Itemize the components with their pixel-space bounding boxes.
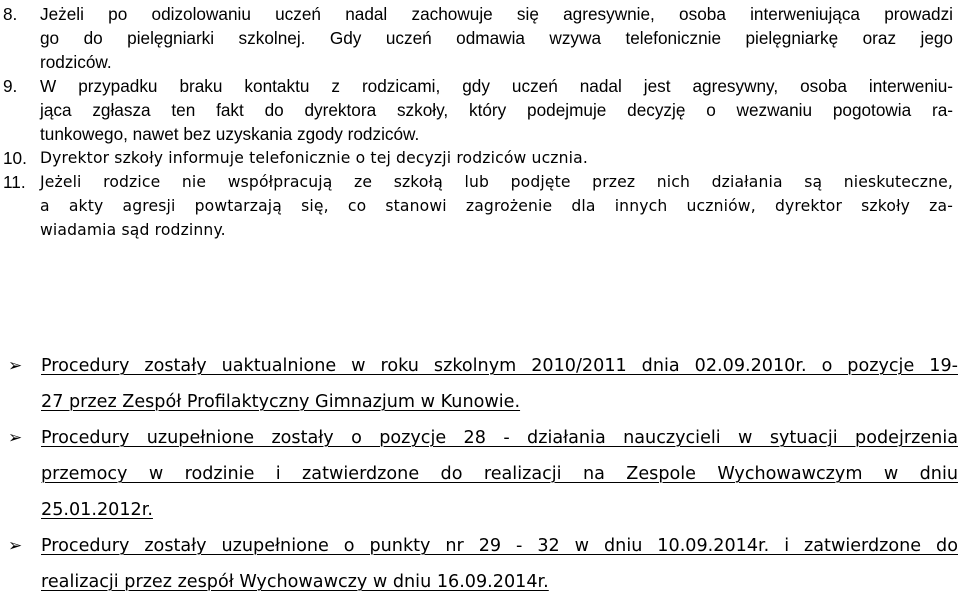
list-item-11: [3, 170, 953, 242]
item-text: [40, 2, 953, 74]
text-line: go do pielęgniarki szkolnej. Gdy uczeń odmawia wzywa telefonicznie pielęgniarkę oraz jego: [40, 28, 953, 48]
text-line: wiadamia sąd rodzinny.: [40, 221, 226, 239]
numbered-list: [3, 2, 953, 242]
text-line: Procedury uzupełnione zostały o pozycje 28 - działania nauczycieli w sytuacji podejrzenia: [41, 428, 958, 448]
bullet-text: [41, 529, 958, 601]
list-item-9: [3, 74, 953, 146]
bullet-item-2: [8, 421, 958, 529]
list-item-8: [3, 2, 953, 74]
text-line: a akty agresji powtarzają się, co stanowi zagrożenie dla innych uczniów, dyrektor szkoły za-: [40, 197, 953, 215]
bullet-item-1: [8, 349, 958, 421]
bullet-text: [41, 421, 958, 529]
item-text: [40, 74, 953, 146]
text-line: przemocy w rodzinie i zatwierdzone do realizacji na Zespole Wychowawczym w dniu: [41, 464, 958, 484]
text-line: jąca zgłasza ten fakt do dyrektora szkoły, który podejmuje decyzję o wezwaniu pogotowia ra-: [40, 100, 953, 120]
bullet-item-3: [8, 529, 958, 601]
text-line: Procedury zostały uzupełnione o punkty nr 29 - 32 w dniu 10.09.2014r. i zatwierdzone do: [41, 536, 958, 556]
item-number: 8.: [3, 4, 18, 24]
text-line: Dyrektor szkoły informuje telefonicznie o tej decyzji rodziców ucznia.: [40, 149, 588, 167]
arrow-bullet-icon: ➢: [8, 356, 23, 376]
item-number: 10.: [3, 148, 27, 168]
text-line: Jeżeli po odizolowaniu uczeń nadal zachowuje się agresywnie, osoba interweniująca prowadzi: [40, 4, 953, 24]
text-line: rodziców.: [40, 52, 112, 72]
text-line: Procedury zostały uaktualnione w roku szkolnym 2010/2011 dnia 02.09.2010r. o pozycje 19-: [41, 356, 958, 376]
item-number: 11.: [3, 172, 26, 192]
text-line: W przypadku braku kontaktu z rodzicami, gdy uczeń nadal jest agresywny, osoba interweniu-: [40, 76, 953, 96]
list-item-10: [3, 146, 953, 170]
arrow-bullet-icon: ➢: [8, 428, 23, 448]
text-line: Jeżeli rodzice nie współpracują ze szkołą lub podjęte przez nich działania są nieskuteczne,: [40, 173, 953, 191]
text-line: 27 przez Zespół Profilaktyczny Gimnazjum w Kunowie.: [41, 392, 521, 412]
text-line: 25.01.2012r.: [41, 500, 153, 520]
item-text: [40, 146, 953, 170]
bullet-text: [41, 349, 958, 421]
item-number: 9.: [3, 76, 18, 96]
item-text: [40, 170, 953, 242]
arrow-bullet-icon: ➢: [8, 536, 23, 556]
text-line: realizacji przez zespół Wychowawczy w dniu 16.09.2014r.: [41, 572, 549, 592]
text-line: tunkowego, nawet bez uzyskania zgody rodziców.: [40, 124, 420, 144]
bullet-list: [8, 349, 958, 601]
